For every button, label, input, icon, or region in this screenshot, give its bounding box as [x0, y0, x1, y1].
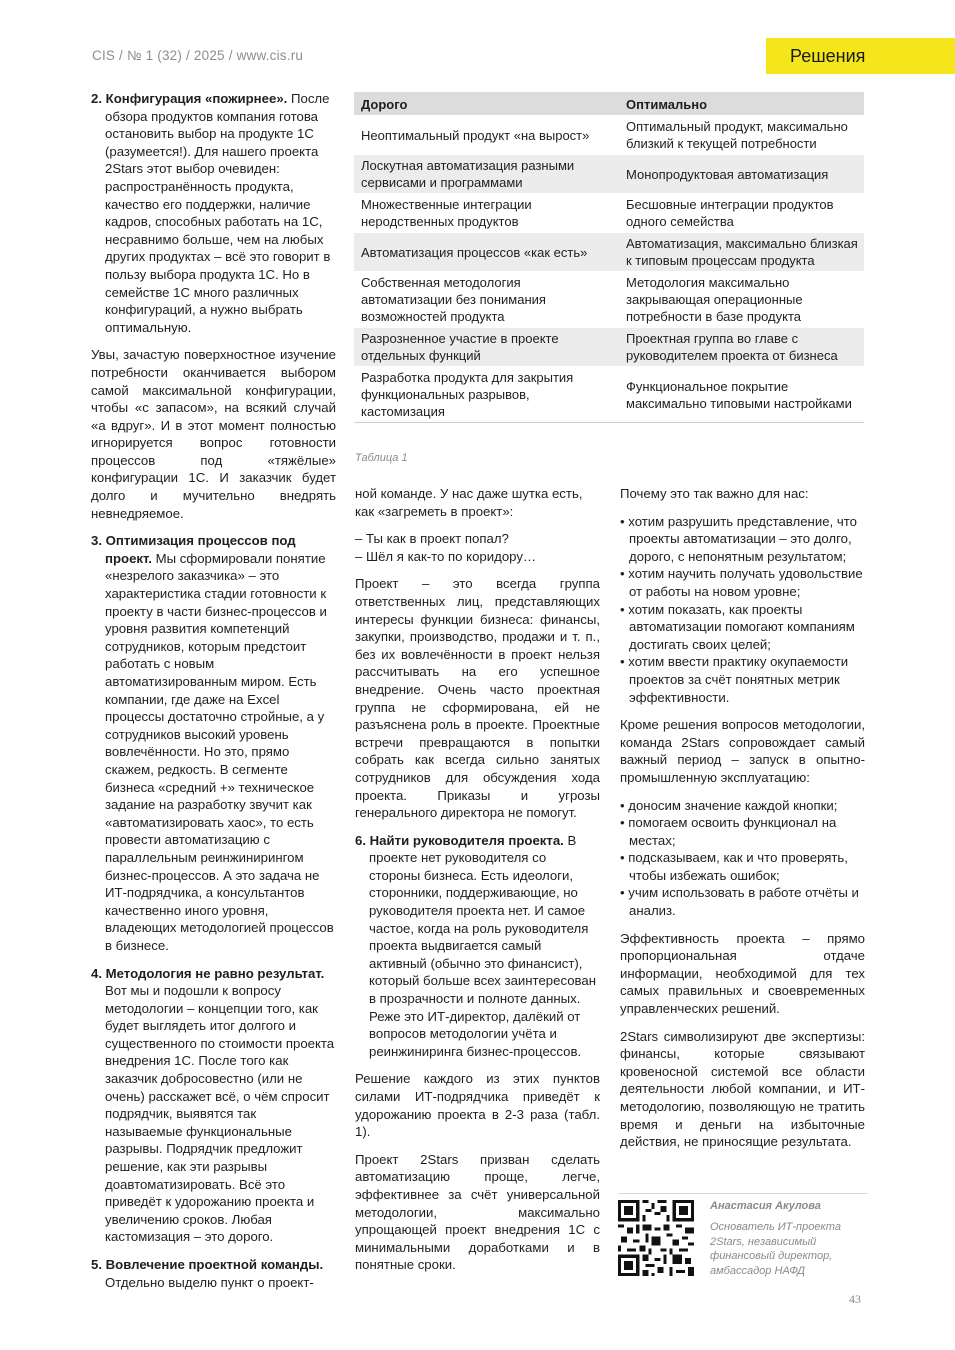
- table-header-cell: Дорого: [354, 92, 619, 116]
- list-item: • учим использовать в работе отчёты и анализ.: [620, 885, 859, 919]
- item-lead: 3. Оптимизация процессов под проект.: [91, 533, 296, 566]
- table-cell: Автоматизация, максимально близкая к типовым процессам продукта: [619, 233, 864, 272]
- list-item-6: [355, 832, 600, 1061]
- item-lead: 6. Найти руководителя проекта.: [355, 832, 564, 848]
- table-row: [354, 272, 864, 328]
- list-item: • подсказываем, как и что проверять, чтобы избежать ошибок;: [620, 850, 848, 883]
- list-item: • доносим значение каждой кнопки;: [620, 797, 838, 813]
- list-item-text: учим использовать в работе отчёты и анализ.: [628, 885, 859, 919]
- item-lead: 4. Методология не равно результат.: [91, 965, 325, 981]
- section-tab: Решения: [766, 38, 955, 74]
- table-cell: Автоматизация процессов «как есть»: [354, 233, 619, 272]
- table-cell: Неоптимальный продукт «на вырост»: [354, 116, 619, 155]
- table-header-row: [354, 92, 864, 116]
- list-item: • хотим разрушить представление, что проекты автоматизации – это долго, дорого, с непонятным результатом;: [620, 513, 857, 564]
- item-text: В проекте нет руководителя со стороны бизнеса. Есть идеологи, сторонники, поддерживающие, но руководителя проекта нет. И самое частое, когда на роль руководителя проекта выдвигается самый активный (обычно это финансист), который больше всех заинтересован в прозрачности и полноте данных. Реже это ИТ-директор, далёкий от вопросов методологии учёта и реинжиниринга бизнес-процессов.: [369, 832, 597, 1059]
- comparison-table: [354, 92, 864, 423]
- paragraph: Кроме решения вопросов методологии, команда 2Stars сопровождает самый важный период – запуск в опытно-промышленную эксплуатацию:: [620, 717, 865, 785]
- list-item: • хотим научить получать удовольствие от работы на новом уровне;: [620, 566, 863, 599]
- item-text: Мы сформировали понятие «незрелого заказчика» – это характеристика стадии готовности к проекту в части бизнес-процессов и уровня развития компетенций сотрудников, которым предстоит работать с новым автоматизированным миром. Есть компании, где даже на Excel процессы достаточно стройные, а у сотрудников высокий уровень вовлечённости. Но это, прямо скажем, редкость. В сегменте бизнеса «средний +» техническое задание на разработку звучит как «автоматизировать хаос», то есть провести автоматизацию с параллельным реинжинирингом бизнес-процессов. А это задача не ИТ-подрядчика, а консультантов качественно иного уровня, владеющих методологией процессов в бизнесе.: [105, 550, 334, 953]
- table-row: [354, 194, 864, 233]
- list-item-text: помогаем освоить функционал на местах;: [628, 815, 837, 848]
- list-item-text: хотим показать, как проекты автоматизации помогают компаниям достигать своих целей;: [628, 601, 855, 652]
- list-item-text: подсказываем, как и что проверять, чтобы избежать ошибок;: [628, 850, 848, 883]
- item-text: После обзора продуктов компания готова остановить выбор на продукте 1С (разумеется!). Для нашего проекта 2Stars этот выбор очевиден: распространённость продукта, качество его поддержки, наличие кадров, способных работать на 1С, несравнимо больше, чем на любых других продуктах – всё это говорит в пользу выбора продукта 1С. Но в семействе 1С много различных конфигураций, а нужно выбрать оптимальную.: [105, 91, 331, 335]
- table-header-cell: Оптимально: [619, 92, 864, 116]
- list-item-text: доносим значение каждой кнопки;: [628, 797, 838, 813]
- paragraph: ной команде. У нас даже шутка есть, как «загреметь в проект»:: [355, 486, 583, 519]
- list-item: • хотим показать, как проекты автоматизации помогают компаниям достигать своих целей;: [620, 601, 855, 652]
- table-row: [354, 116, 864, 155]
- item-text: Вот мы и подошли к вопросу методологии – концепции того, как будет выглядеть итог долгого и существенного по стоимости проекта внедрения 1С. После того как заказчик добросовестно (или не очень) расскажет всё, о чём спросит подрядчик, выявятся так называемые функциональные разрывы. Подрядчик предложит решение, как эти разрывы доавтоматизировать. Всё это приведёт к удорожанию проекта и увеличению сроков. Любая кастомизация – это дорого.: [105, 983, 335, 1245]
- list-item-2: [91, 90, 336, 336]
- table-row: [354, 328, 864, 367]
- dialog-list: [355, 530, 600, 565]
- list-item-text: хотим научить получать удовольствие от работы на новом уровне;: [628, 566, 863, 599]
- table-cell: Разработка продукта для закрытия функциональных разрывов, кастомизация: [354, 367, 619, 423]
- dialog-line: – Шёл я как-то по коридору…: [355, 548, 537, 564]
- table-cell: Методология максимально закрывающая операционные потребности в базе продукта: [619, 272, 864, 328]
- author-role: Основатель ИТ-проекта 2Stars, независимый финансовый директор, амбассадор НАФД: [710, 1221, 841, 1277]
- table-cell: Множественные интеграции неродственных продуктов: [354, 194, 619, 233]
- column-3: [620, 485, 865, 1161]
- column-2: [355, 485, 600, 1284]
- list-item: • хотим ввести практику окупаемости проектов за счёт понятных метрик эффективности.: [620, 654, 849, 705]
- table-cell: Бесшовные интеграции продуктов одного семейства: [619, 194, 864, 233]
- paragraph: Эффективность проекта – прямо пропорциональная отдаче информации, необходимой для тех самых правильных и своевременных управленческих решений.: [620, 930, 865, 1017]
- list-item-text: хотим разрушить представление, что проекты автоматизации – это долго, дорого, с непонятным результатом;: [628, 513, 857, 564]
- list-item-4: [91, 965, 336, 1247]
- table-row: [354, 233, 864, 272]
- list-item-text: хотим ввести практику окупаемости проектов за счёт понятных метрик эффективности.: [628, 654, 849, 705]
- table-row: [354, 155, 864, 194]
- table-cell: Монопродуктовая автоматизация: [619, 155, 864, 194]
- table-cell: Оптимальный продукт, максимально близкий к текущей потребности: [619, 116, 864, 155]
- table-row: [354, 367, 864, 423]
- item-text: Отдельно выделю пункт о проект-: [105, 1274, 314, 1290]
- table-caption: Таблица 1: [355, 452, 408, 464]
- list-item-3: [91, 532, 336, 954]
- column-1: [91, 90, 336, 1301]
- item-lead: 2. Конфигурация «пожирнее».: [91, 91, 288, 106]
- paragraph: Проект 2Stars призван сделать автоматизацию проще, легче, эффективнее за счёт универсальной методологии, максимально упрощающей проект внедрения 1С с минимальными доработками и в понятные сроки.: [355, 1151, 600, 1273]
- paragraph: Проект – это всегда группа ответственных лиц, представляющих интересы функции бизнеса: финансы, закупки, производство, продажи и т. п., без их вовлечённости в проект нельзя рассчитывать на его успешное внедрение. Очень часто проектная группа не сформирована, ей не разъяснена роль в проекте. Проектные встречи превращаются в попытки собрать как всегда сильно занятых сотрудников для обсуждения хода проекта. Приказы и угрозы генерального директора не помогут.: [355, 576, 600, 821]
- qr-code-icon[interactable]: [618, 1200, 694, 1276]
- author-name: Анастасия Акулова: [710, 1200, 821, 1212]
- paragraph: Увы, зачастую поверхностное изучение потребности оканчивается выбором самой максимальной конфигурации, чтобы «с запасом», на всякий случай «а вдруг». И в этот момент полностью игнорируется вопрос готовности процессов под «тяжёлые» конфигурации 1С. И заказчик будет долго и мучительно внедрять невнедряемое.: [91, 347, 336, 521]
- table-cell: Собственная методология автоматизации без понимания возможностей продукта: [354, 272, 619, 328]
- item-lead: 5. Вовлечение проектной команды.: [91, 1257, 324, 1272]
- page-number: 43: [849, 1292, 861, 1306]
- list-item: • помогаем освоить функционал на местах;: [620, 815, 837, 848]
- table-cell: Функциональное покрытие максимально типовыми настройками: [619, 367, 864, 423]
- bullet-list-goals: [620, 513, 865, 707]
- journal-header: CIS / № 1 (32) / 2025 / www.cis.ru: [92, 48, 304, 63]
- bullet-list-support: [620, 797, 865, 920]
- paragraph: 2Stars символизируют две экспертизы: финансы, которые связывают кровеносной системой все области деятельности любой компании, и ИТ-методологию, позволяющую не тратить время и деньги на избыточные действия, не приносящие результата.: [620, 1028, 865, 1150]
- table-cell: Лоскутная автоматизация разными сервисами и программами: [354, 155, 619, 194]
- dialog-line: – Ты как в проект попал?: [355, 531, 509, 547]
- list-item-5: [91, 1256, 336, 1291]
- paragraph: Решение каждого из этих пунктов силами ИТ-подрядчика приведёт к удорожанию проекта в 2-3 раза (табл. 1).: [355, 1071, 600, 1140]
- author-block: [618, 1198, 868, 1278]
- paragraph: Почему это так важно для нас:: [620, 486, 809, 501]
- table-cell: Разрозненное участие в проекте отдельных функций: [354, 328, 619, 367]
- author-divider: [618, 1193, 868, 1194]
- table-cell: Проектная группа во главе с руководителем проекта от бизнеса: [619, 328, 864, 367]
